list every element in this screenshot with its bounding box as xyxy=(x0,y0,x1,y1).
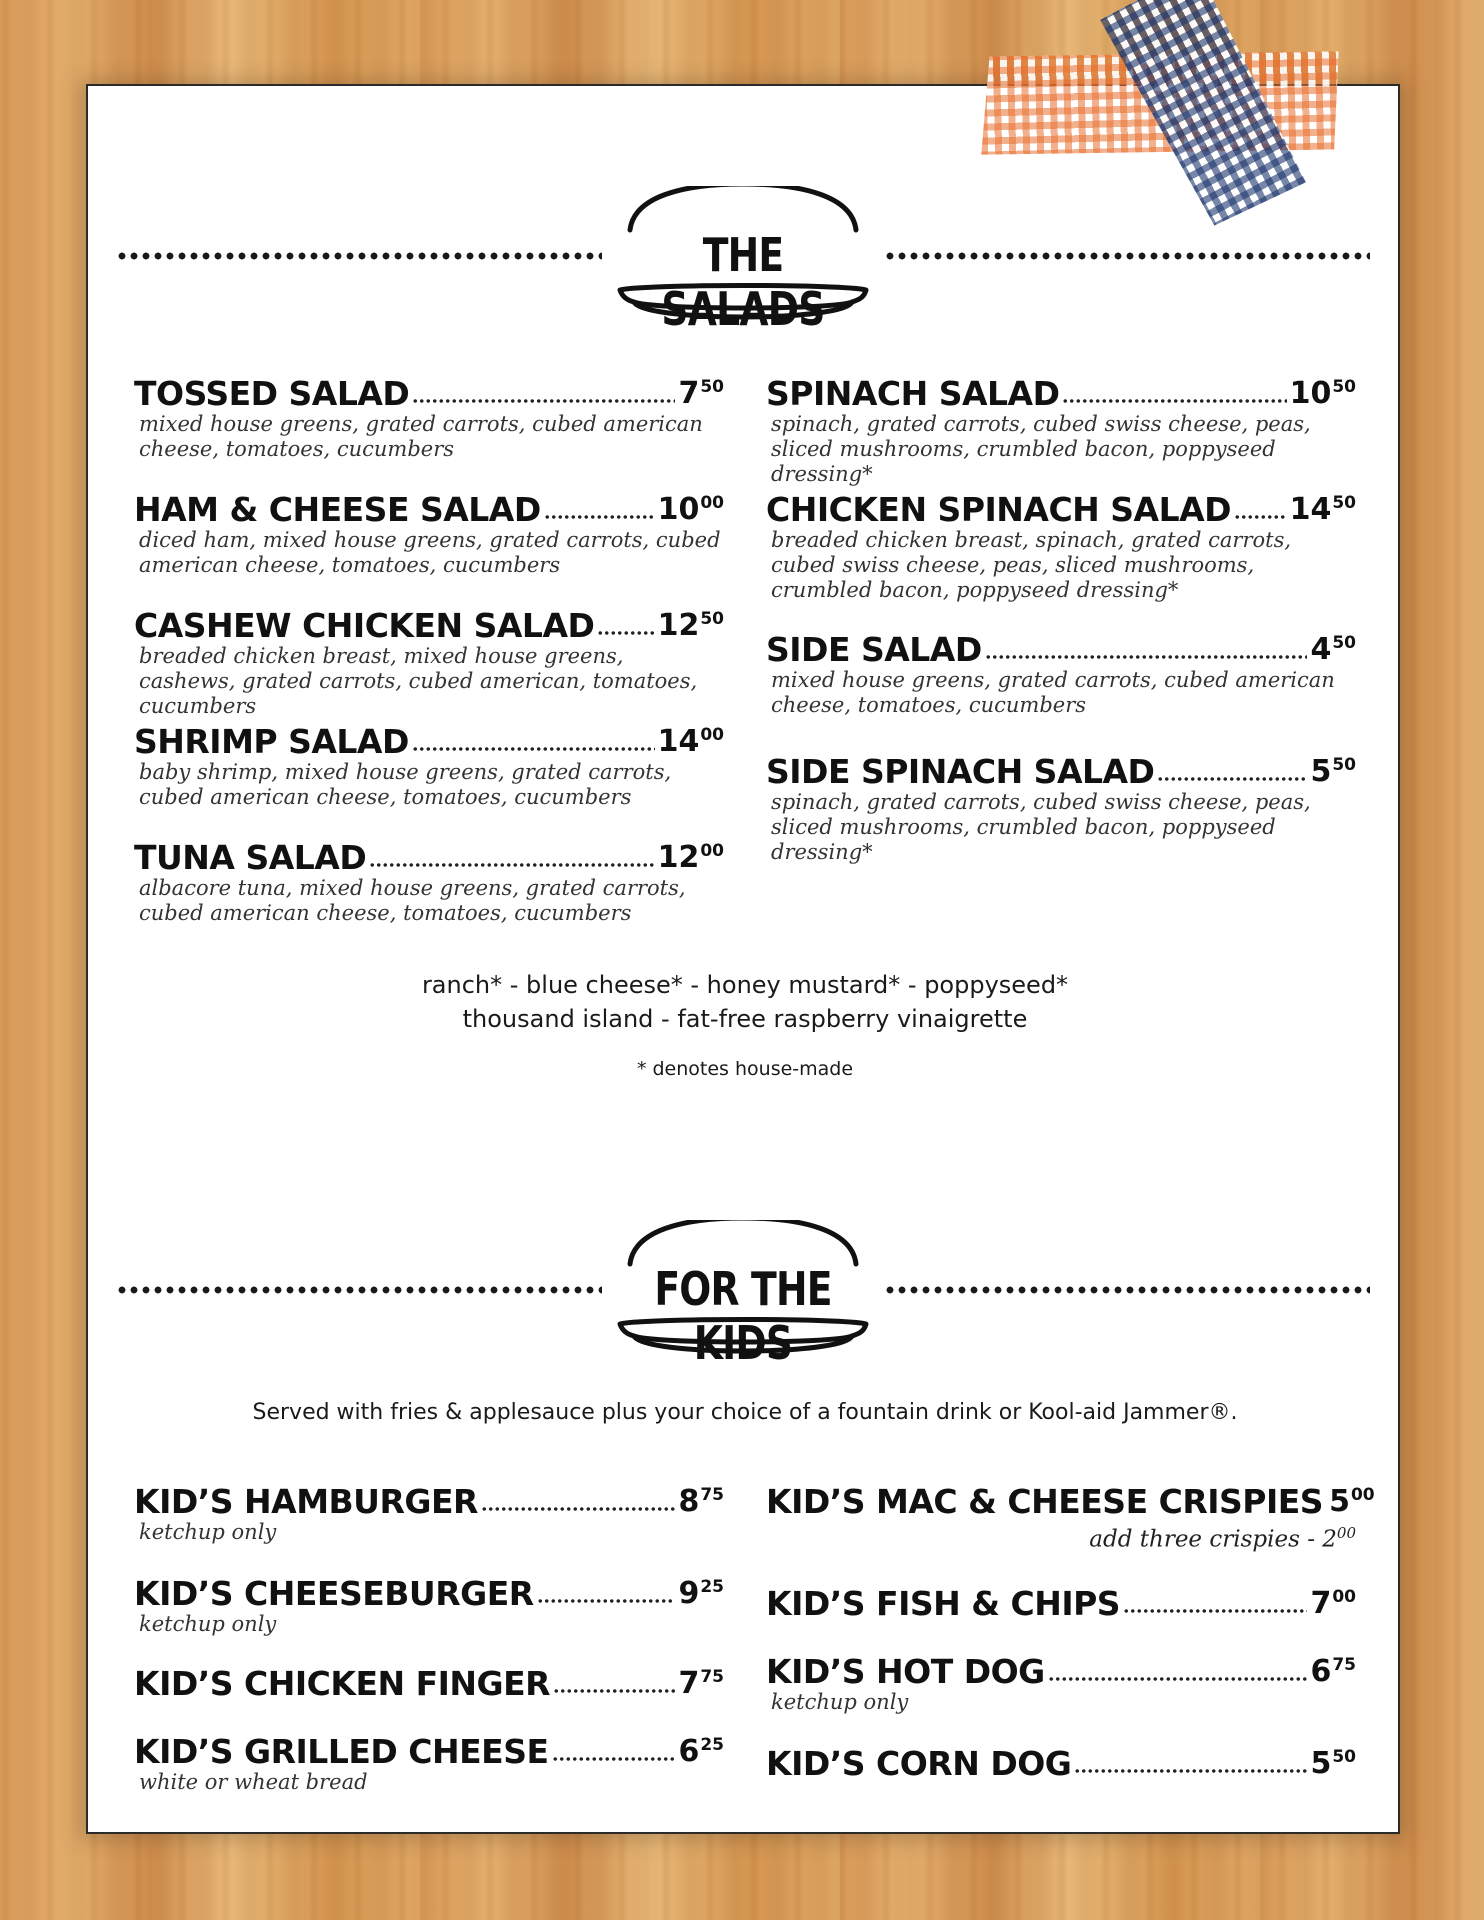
menu-item xyxy=(134,376,724,462)
menu-item xyxy=(134,492,724,578)
dotted-rule-left xyxy=(116,1284,602,1296)
item-price: $12^{00}$ xyxy=(657,840,724,875)
menu-item xyxy=(134,840,724,926)
item-name: HAM & CHEESE SALAD xyxy=(134,490,541,529)
dot-leader xyxy=(553,1688,675,1694)
item-price: $8^{75}$ xyxy=(678,1484,724,1519)
item-price: $4^{50}$ xyxy=(1310,632,1356,667)
dotted-rule-right xyxy=(884,250,1370,262)
menu-item xyxy=(134,1484,724,1545)
item-description: diced ham, mixed house greens, grated carrots, cubed american cheese, tomatoes, cucumbers xyxy=(139,528,721,577)
dot-leader xyxy=(985,654,1308,660)
menu-item xyxy=(134,1576,724,1637)
item-name: KID’S GRILLED CHEESE xyxy=(134,1732,549,1771)
dot-leader xyxy=(412,746,655,752)
dot-leader xyxy=(544,514,655,520)
menu-item xyxy=(134,1666,724,1702)
dot-leader xyxy=(1074,1768,1307,1774)
dressing-list-line-1: ranch* - blue cheese* - honey mustard* - poppyseed* xyxy=(421,971,1069,999)
menu-item xyxy=(134,1734,724,1795)
item-price: $12^{50}$ xyxy=(657,608,724,643)
menu-item xyxy=(134,608,724,719)
menu-item xyxy=(766,1654,1356,1715)
item-name: KID’S HAMBURGER xyxy=(134,1482,478,1521)
item-price: $14^{00}$ xyxy=(657,724,724,759)
item-name: KID’S CHEESEBURGER xyxy=(134,1574,534,1613)
dotted-rule-right xyxy=(884,1284,1370,1296)
menu-item xyxy=(766,376,1356,487)
salads-title: THE SALADS xyxy=(661,228,825,336)
item-price: $14^{50}$ xyxy=(1289,492,1356,527)
menu-item xyxy=(766,754,1356,865)
item-description: breaded chicken breast, mixed house greens, cashews, grated carrots, cubed american, tomatoes, cucumbers xyxy=(139,644,698,718)
menu-item xyxy=(766,1746,1356,1782)
menu-item xyxy=(766,492,1356,603)
item-name: KID’S CORN DOG xyxy=(766,1744,1072,1783)
dotted-rule-left xyxy=(116,250,602,262)
kids-title: FOR THE KIDS xyxy=(654,1262,832,1370)
dot-leader xyxy=(1123,1608,1307,1614)
item-name: SIDE SPINACH SALAD xyxy=(766,752,1155,791)
item-name: SIDE SALAD xyxy=(766,630,982,669)
item-description: mixed house greens, grated carrots, cubed american cheese, tomatoes, cucumbers xyxy=(139,412,703,461)
item-price: $6^{25}$ xyxy=(678,1734,724,1769)
item-name: TUNA SALAD xyxy=(134,838,367,877)
dot-leader xyxy=(1157,776,1307,782)
item-price: $10^{50}$ xyxy=(1289,376,1356,411)
dot-leader xyxy=(1234,514,1287,520)
item-description: mixed house greens, grated carrots, cubed american cheese, tomatoes, cucumbers xyxy=(771,668,1335,717)
item-name: SPINACH SALAD xyxy=(766,374,1060,413)
item-description: white or wheat bread xyxy=(139,1770,368,1794)
item-price: $7^{50}$ xyxy=(678,376,724,411)
item-description: baby shrimp, mixed house greens, grated carrots, cubed american cheese, tomatoes, cucumbers xyxy=(139,760,672,809)
item-price: $9^{25}$ xyxy=(678,1576,724,1611)
menu-page xyxy=(86,84,1400,1834)
item-description: albacore tuna, mixed house greens, grated carrots, cubed american cheese, tomatoes, cucumbers xyxy=(139,876,686,925)
item-name: KID’S FISH & CHIPS xyxy=(766,1584,1121,1623)
item-price: $6^{75}$ xyxy=(1310,1654,1356,1689)
item-name: KID’S CHICKEN FINGER xyxy=(134,1664,551,1703)
item-price: $7^{75}$ xyxy=(678,1666,724,1701)
item-price: $5^{00}$ xyxy=(1329,1484,1375,1519)
dot-leader xyxy=(369,862,654,868)
house-made-footnote: * denotes house-made xyxy=(636,1058,854,1080)
dressing-list-line-2: thousand island - fat-free raspberry vinaigrette xyxy=(462,1005,1028,1033)
item-description: ketchup only xyxy=(771,1690,909,1714)
item-name: CASHEW CHICKEN SALAD xyxy=(134,606,595,645)
item-price: $5^{50}$ xyxy=(1310,1746,1356,1781)
item-name: KID’S HOT DOG xyxy=(766,1652,1045,1691)
menu-item xyxy=(766,1586,1356,1622)
item-name: KID’S MAC & CHEESE CRISPIES xyxy=(766,1482,1324,1521)
item-description: spinach, grated carrots, cubed swiss cheese, peas, sliced mushrooms, crumbled bacon, poppyseed dressing* xyxy=(771,412,1311,486)
item-name: CHICKEN SPINACH SALAD xyxy=(766,490,1232,529)
dot-leader xyxy=(1048,1676,1308,1682)
item-price: $5^{50}$ xyxy=(1310,754,1356,789)
item-description: spinach, grated carrots, cubed swiss cheese, peas, sliced mushrooms, crumbled bacon, poppyseed dressing* xyxy=(771,790,1311,864)
item-description: breaded chicken breast, spinach, grated carrots, cubed swiss cheese, peas, sliced mushrooms, crumbled bacon, poppyseed dressing* xyxy=(771,528,1292,602)
item-description: ketchup only xyxy=(139,1520,277,1544)
item-price: $7^{00}$ xyxy=(1310,1586,1356,1621)
item-addon-note: add three crispies - $2^{00}$ xyxy=(1089,1524,1356,1553)
kids-header xyxy=(88,1220,1402,1370)
dot-leader xyxy=(537,1598,676,1604)
menu-item xyxy=(766,632,1356,718)
item-description: ketchup only xyxy=(139,1612,277,1636)
item-price: $10^{00}$ xyxy=(657,492,724,527)
dot-leader xyxy=(552,1756,676,1762)
dot-leader xyxy=(1062,398,1286,404)
dot-leader xyxy=(597,630,654,636)
dot-leader xyxy=(412,398,675,404)
dot-leader xyxy=(481,1506,676,1512)
menu-item xyxy=(134,724,724,810)
item-name: SHRIMP SALAD xyxy=(134,722,409,761)
item-name: TOSSED SALAD xyxy=(134,374,410,413)
menu-item xyxy=(766,1482,1375,1553)
kids-intro: Served with fries & applesauce plus your choice of a fountain drink or Kool-aid Jammer®. xyxy=(252,1400,1238,1425)
